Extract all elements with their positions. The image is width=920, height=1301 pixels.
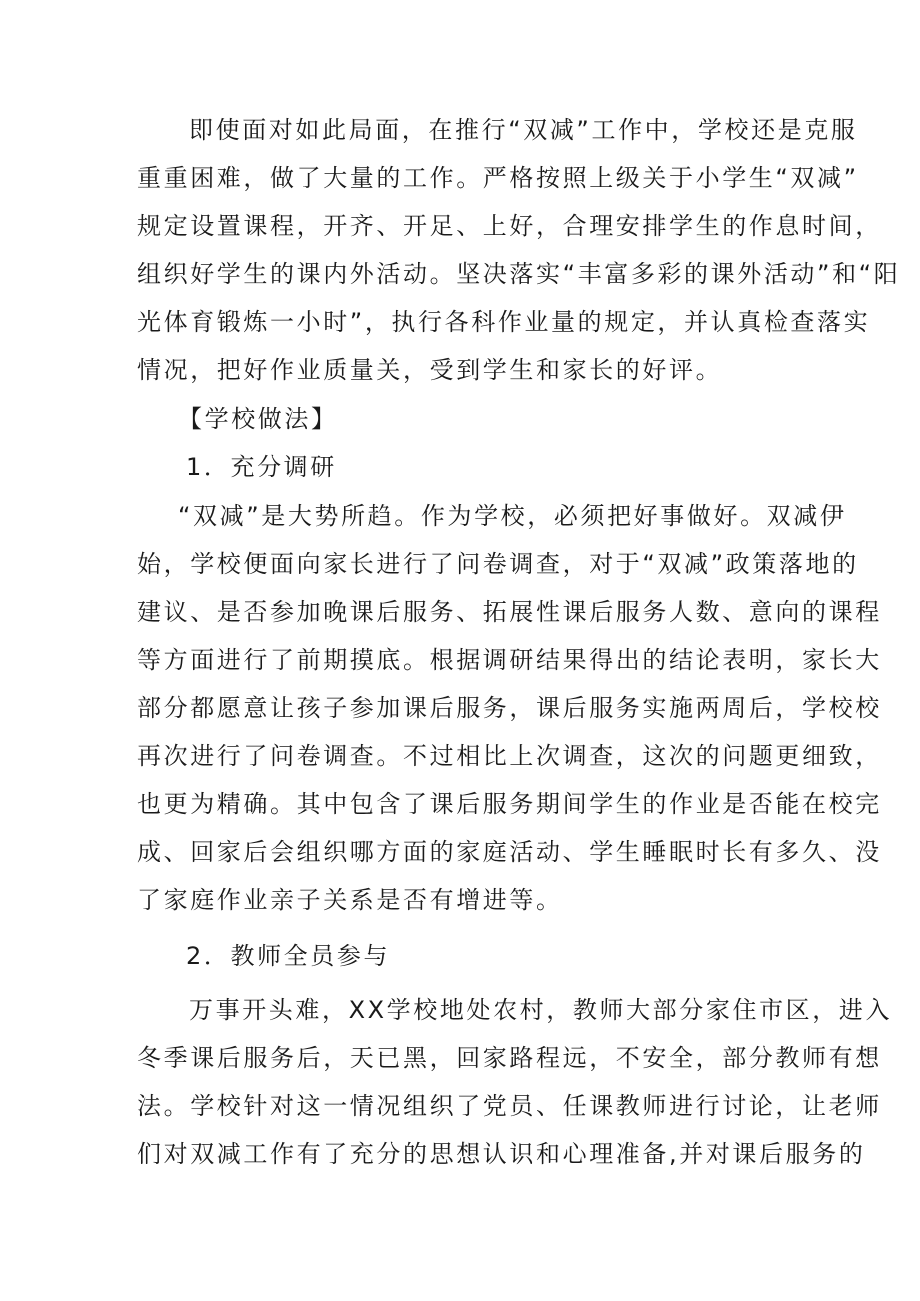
paragraph-1-line-6: 情况，把好作业质量关，受到学生和家长的好评。: [137, 356, 723, 384]
paragraph-1-line-3: 规定设置课程，开齐、开足、上好，合理安排学生的作息时间，: [137, 212, 882, 240]
paragraph-2-line-9: 了家庭作业亲子关系是否有增进等。: [137, 886, 563, 914]
paragraph-1-line-5: 光体育锻炼一小时”，执行各科作业量的规定，并认真检查落实: [137, 308, 871, 336]
paragraph-2-line-3: 建议、是否参加晚课后服务、拓展性课后服务人数、意向的课程: [137, 598, 882, 626]
paragraph-3-line-3: 法。学校针对这一情况组织了党员、任课教师进行讨论，让老师: [137, 1092, 882, 1120]
paragraph-2-line-4: 等方面进行了前期摸底。根据调研结果得出的结论表明，家长大: [137, 646, 882, 674]
subheading-2: 2．教师全员参与: [186, 942, 391, 970]
paragraph-1-line-2: 重重困难，做了大量的工作。严格按照上级关于小学生“双减”: [137, 164, 859, 192]
paragraph-3-line-2: 冬季课后服务后，天已黑，回家路程远，不安全，部分教师有想: [137, 1044, 882, 1072]
paragraph-2-line-8: 成、回家后会组织哪方面的家庭活动、学生睡眠时长有多久、没: [137, 838, 882, 866]
paragraph-3-line-4: 们对双减工作有了充分的思想认识和心理准备,并对课后服务的: [137, 1140, 866, 1168]
paragraph-2-line-7: 也更为精确。其中包含了课后服务期间学生的作业是否能在校完: [137, 790, 882, 818]
section-heading-school-practice: 【学校做法】: [178, 405, 338, 433]
paragraph-2-line-5: 部分都愿意让孩子参加课后服务，课后服务实施两周后，学校校: [137, 694, 882, 722]
paragraph-2-line-6: 再次进行了问卷调查。不过相比上次调查，这次的问题更细致，: [137, 742, 882, 770]
paragraph-1-line-1: 即使面对如此局面，在推行“双减”工作中，学校还是克服: [189, 116, 858, 144]
paragraph-2-line-1: “双减”是大势所趋。作为学校，必须把好事做好。双减伊: [178, 502, 847, 530]
paragraph-3-line-1: 万事开头难，XX学校地处农村，教师大部分家住市区，进入: [189, 996, 893, 1024]
paragraph-1-line-4: 组织好学生的课内外活动。坚决落实“丰富多彩的课外活动”和“阳: [137, 260, 901, 288]
subheading-1: 1．充分调研: [186, 453, 337, 481]
paragraph-2-line-2: 始，学校便面向家长进行了问卷调查，对于“双减”政策落地的: [137, 550, 859, 578]
